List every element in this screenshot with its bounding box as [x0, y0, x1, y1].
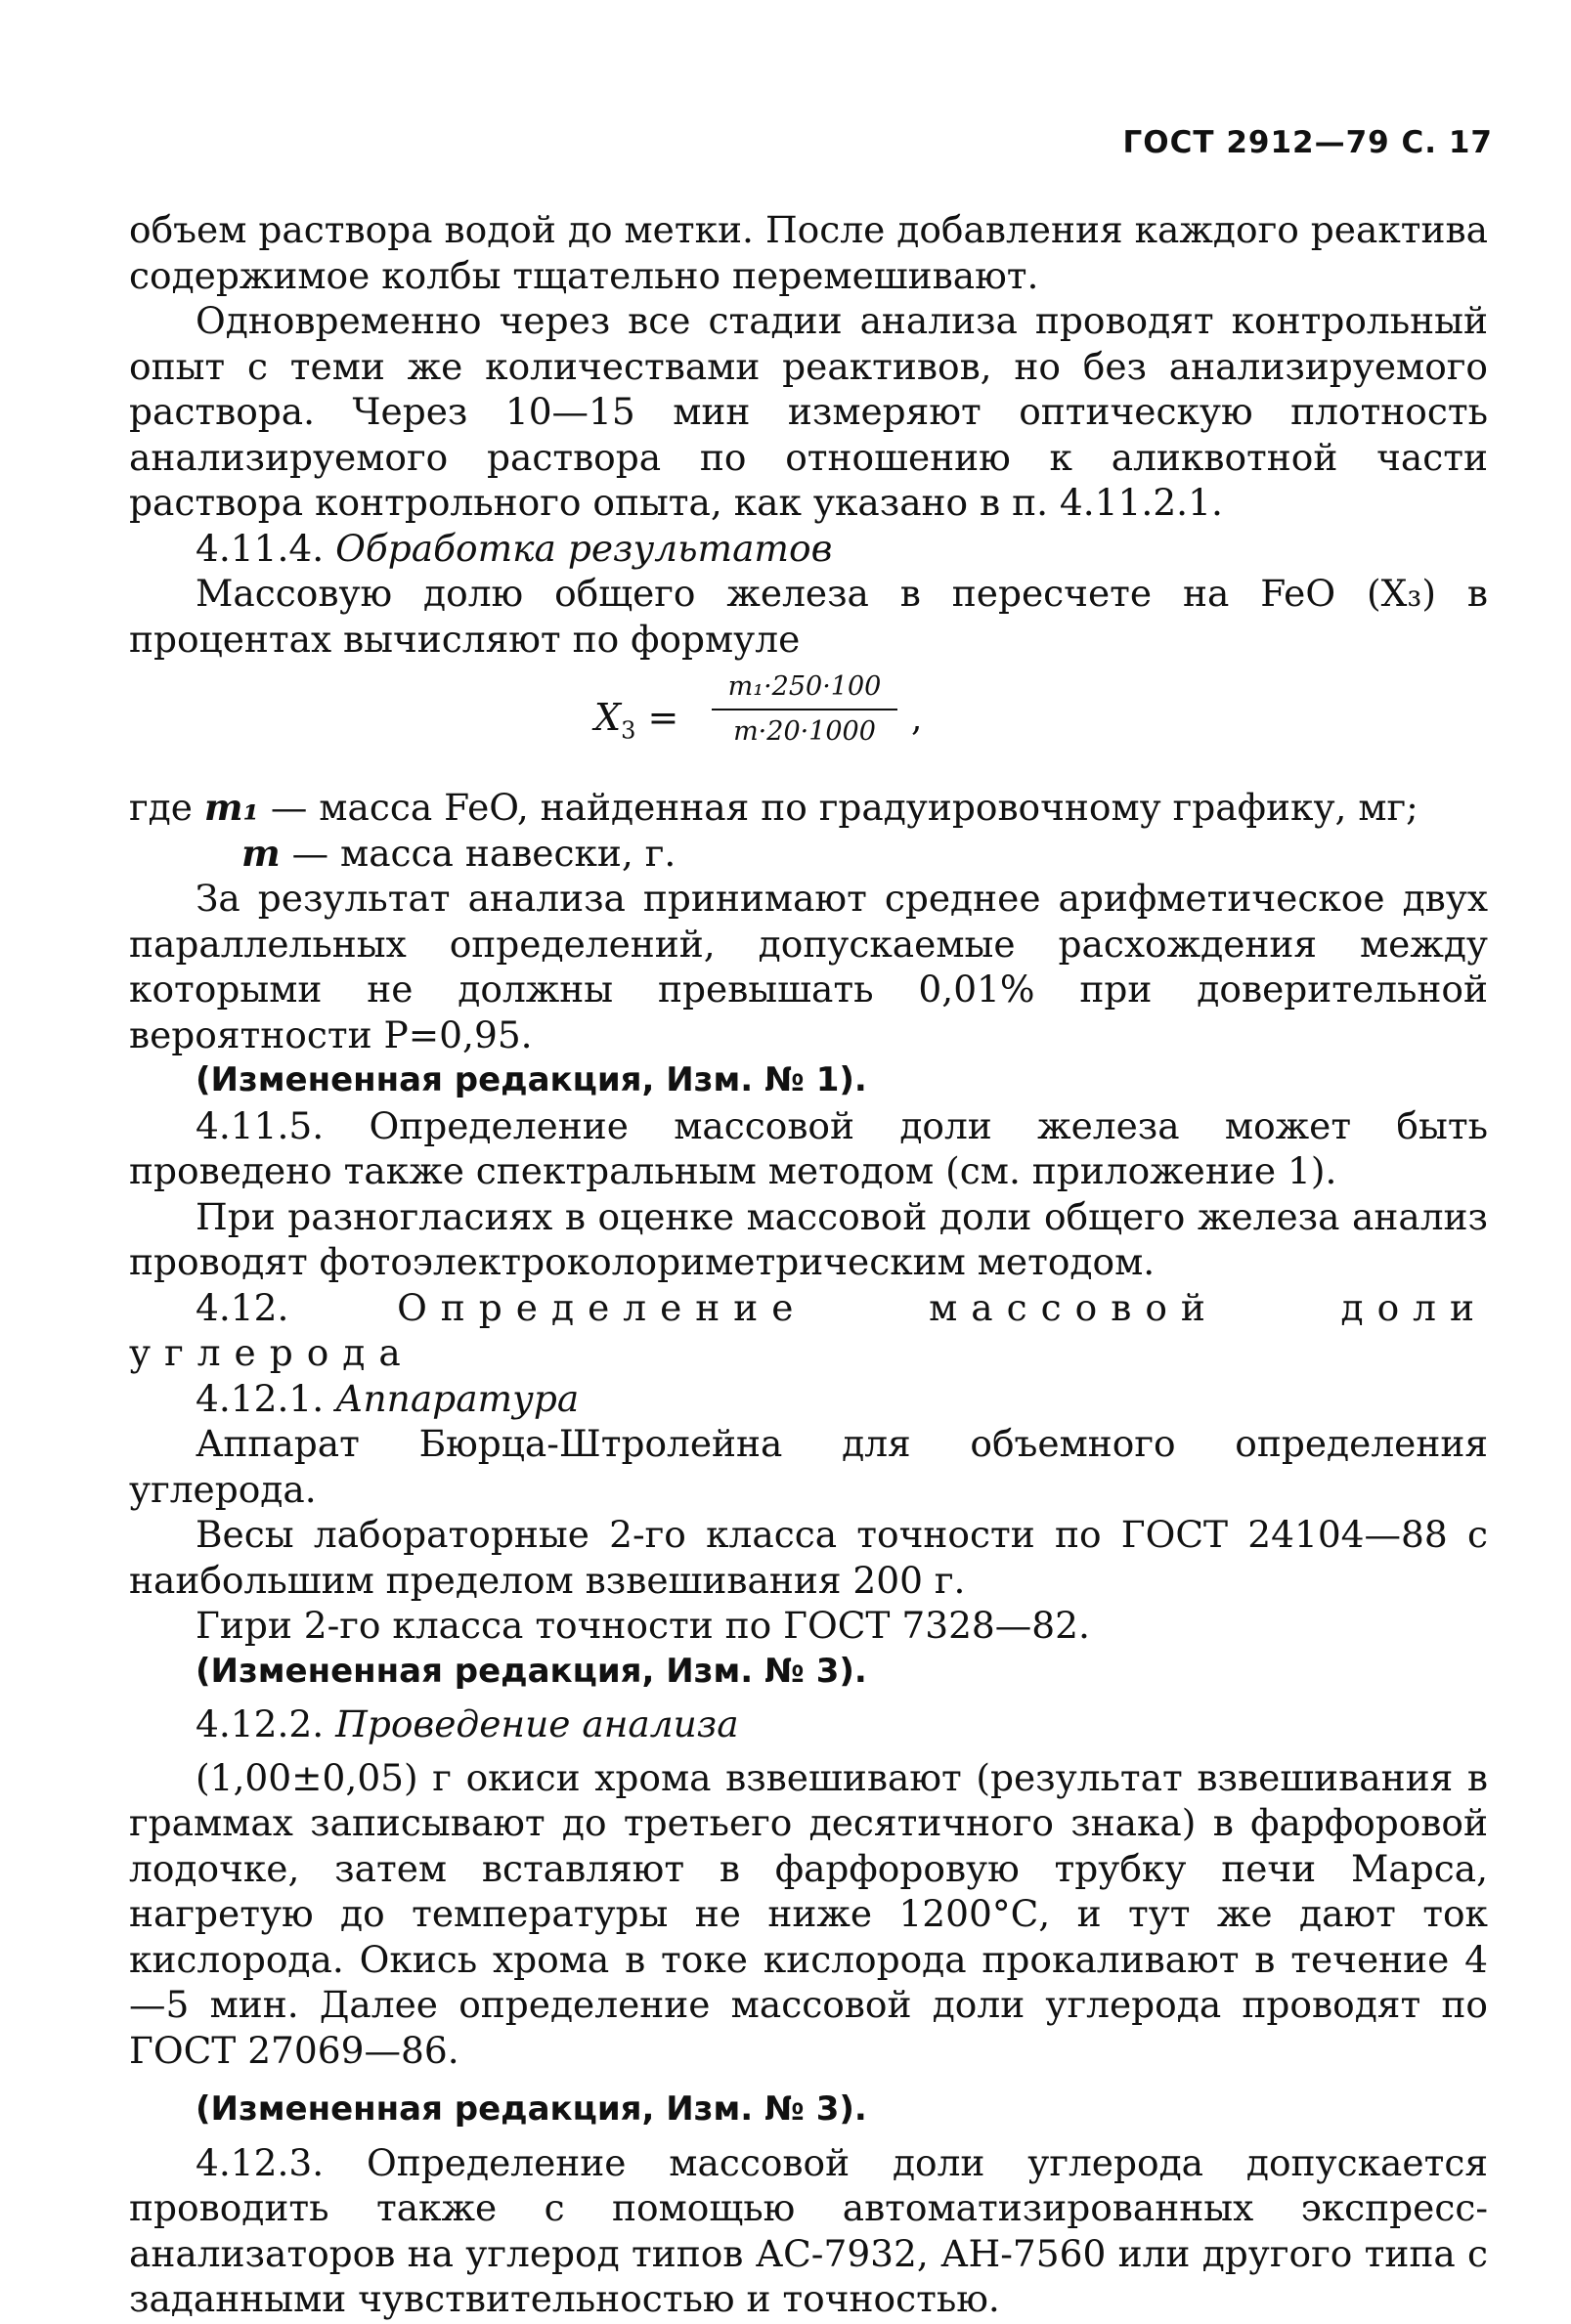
formula-comma: , [911, 699, 923, 739]
paragraph-apparatus: Аппарат Бюрца-Штролейна для объемного определения углерода. [129, 1422, 1488, 1511]
paragraph-scales: Весы лабораторные 2-го класса точности по ГОСТ 24104—88 с наибольшим пределом взвешивания 200 г. [129, 1513, 1488, 1602]
paragraph-analysis-procedure: (1,00±0,05) г окиси хрома взвешивают (результат взвешивания в граммах записывают до третьего десятичного знака) в фарфоровой лодочке, затем вставляют в фарфоровую трубку печи Марса, нагретую до температуры не ниже 1200°С, и тут же дают ток кислорода. Окись хрома в токе кислорода прокаливают в течение 4—5 мин. Далее определение массовой доли углерода проводят по ГОСТ 27069—86. [129, 1755, 1488, 2072]
legend-line-m1 [129, 785, 1488, 831]
formula-subscript: 3 [621, 716, 636, 745]
edition-note-3a: (Измененная редакция, Изм. № 3). [196, 1651, 867, 1691]
edition-note-3b: (Измененная редакция, Изм. № 3). [196, 2089, 867, 2129]
document-body [129, 207, 1488, 2322]
paragraph-weights: Гири 2-го класса точности по ГОСТ 7328—82. [196, 1604, 1090, 1647]
paragraph-4-11-5: 4.11.5. Определение массовой доли железа может быть проведено также спектральным методом (см. приложение 1). [129, 1103, 1488, 1192]
formula-equals: = [647, 696, 679, 739]
formula-fraction [712, 667, 897, 752]
section-number: 4.12.1. [196, 1376, 325, 1420]
legend-symbol-m1: m₁ [203, 786, 259, 829]
section-title: Обработка результатов [335, 526, 833, 570]
section-4-12-heading [129, 1285, 1488, 1376]
section-title: Проведение анализа [335, 1702, 739, 1745]
section-title: Определение массовой доли углерода [129, 1285, 1489, 1374]
paragraph-4-12-3: 4.12.3. Определение массовой доли углерода допускается проводить также с помощью автоматизированных экспресс-анализаторов на углерод типов АС-7932, АН-7560 или другого типа с заданными чувствительностью и точностью. [129, 2140, 1488, 2320]
formula-x3 [129, 667, 1488, 777]
edition-note-1: (Измененная редакция, Изм. № 1). [196, 1060, 867, 1099]
section-4-11-4-heading [129, 526, 1488, 572]
legend-text-m1: — масса FeO, найденная по градуировочному графику, мг; [270, 786, 1418, 829]
legend-symbol-m: m [241, 831, 281, 875]
formula-variable: X [594, 696, 622, 739]
section-4-12-1-heading [129, 1376, 1488, 1422]
page-header: ГОСТ 2912—79 С. 17 [1122, 125, 1493, 160]
section-number: 4.12.2. [196, 1702, 325, 1745]
paragraph-disagreements: При разногласиях в оценке массовой доли общего железа анализ проводят фотоэлектроколориметрическим методом. [129, 1194, 1488, 1283]
paragraph-control-test: Одновременно через все стадии анализа проводят контрольный опыт с теми же количествами реактивов, но без анализируемого раствора. Через 10—15 мин измеряют оптическую плотность анализируемого раствора по отношению к аликвотной части раствора контрольного опыта, как указано в п. 4.11.2.1. [129, 299, 1488, 524]
paragraph-formula-intro: Массовую долю общего железа в пересчете на FeO (X₃) в процентах вычисляют по формуле [129, 572, 1488, 661]
legend-line-m [129, 831, 1488, 877]
legend-text-m: — масса навески, г. [291, 831, 676, 875]
fraction-bar [712, 709, 897, 710]
section-number: 4.12. [196, 1285, 289, 1329]
paragraph-result: За результат анализа принимают среднее арифметическое двух параллельных определений, допускаемые расхождения между которыми не должны превышать 0,01% при доверительной вероятности P=0,95. [129, 877, 1488, 1056]
section-4-12-2-heading [129, 1701, 1488, 1747]
formula-numerator: m₁·250·100 [727, 671, 882, 702]
section-title: Аппаратура [335, 1376, 580, 1420]
section-number: 4.11.4. [196, 526, 325, 570]
paragraph-continuation: объем раствора водой до метки. После добавления каждого реактива содержимое колбы тщательно перемешивают. [129, 208, 1488, 297]
legend-prefix: где [129, 786, 193, 829]
formula-legend [129, 785, 1488, 876]
formula-lhs [594, 695, 678, 753]
formula-denominator: m·20·1000 [733, 716, 876, 747]
